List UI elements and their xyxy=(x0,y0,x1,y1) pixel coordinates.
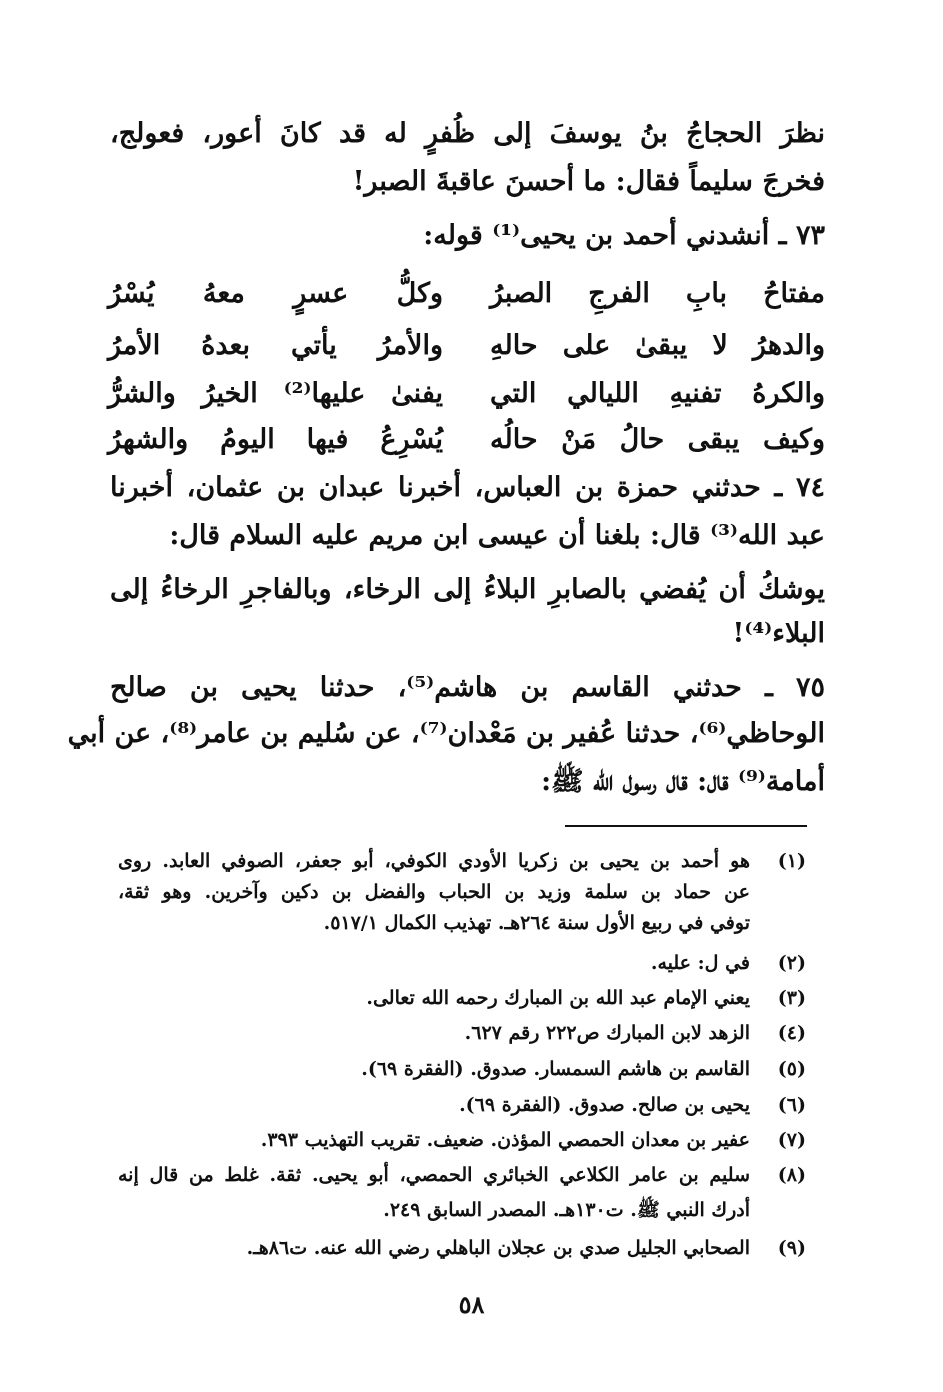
item-74-text: ـ حدثني حمزة بن العباس، أخبرنا عبدان بن عثمان، أخبرنا xyxy=(110,472,783,503)
footnote-3-number: (٣) xyxy=(777,987,806,1009)
footnote-7-number: (٧) xyxy=(777,1129,806,1151)
verse-2-second-hemistich: والأمرُ يأتي بعدهُ الأمرُ xyxy=(108,330,443,361)
verse-1-second-hemistich: وكلُّ عسرٍ معهُ يُسْرُ xyxy=(108,278,443,309)
item-75-line-3: أمامة⁽⁹⁾ قال: قال رسول الله ﷺ: xyxy=(541,766,825,797)
footnote-6-number: (٦) xyxy=(777,1094,806,1116)
item-74-line-1 xyxy=(110,472,825,503)
footnote-5-number: (٥) xyxy=(777,1058,806,1080)
footnote-5-text: القاسم بن هاشم السمسار. صدوق. (الفقرة ٦٩). xyxy=(361,1058,750,1080)
verse-2-first-hemistich: والدهرُ لا يبقىٰ على حالهِ xyxy=(490,330,825,361)
footnote-9-number: (٩) xyxy=(777,1237,806,1259)
quote-line-2: البلاء⁽⁴⁾! xyxy=(732,618,825,649)
footnote-4-number: (٤) xyxy=(777,1022,806,1044)
verse-4-second-hemistich: يُسْرِعُ فيها اليومُ والشهرُ xyxy=(108,424,443,455)
footnote-9-text: الصحابي الجليل صدي بن عجلان الباهلي رضي الله عنه. ت٨٦هـ. xyxy=(246,1237,750,1259)
item-75-line-2: الوحاظي⁽⁶⁾، حدثنا عُفير بن مَعْدان⁽⁷⁾، عن سُليم بن عامر⁽⁸⁾، عن أبي xyxy=(67,718,825,749)
footnote-divider xyxy=(565,825,807,827)
intro-line-1: نظرَ الحجاجُ بنُ يوسفَ إلى ظُفرٍ له قد كانَ أعور، فعولج، xyxy=(110,118,825,149)
item-75-text: ـ حدثني القاسم بن هاشم⁽⁵⁾، حدثنا يحيى بن صالح xyxy=(110,672,773,703)
footnote-8-number: (٨) xyxy=(777,1164,806,1186)
intro-line-2: فخرجَ سليماً فقال: ما أحسنَ عاقبةَ الصبر! xyxy=(352,166,825,197)
footnote-2-text: في ل: عليه. xyxy=(650,952,750,974)
footnote-8-line-2: أدرك النبي ﷺ. ت١٣٠هـ. المصدر السابق ٢٤٩. xyxy=(383,1199,750,1221)
item-73-number: ٧٣ xyxy=(795,220,825,251)
footnote-1-line-2: عن حماد بن سلمة وزيد بن الحباب والفضل بن دكين وآخرين. وهو ثقة، xyxy=(118,881,750,903)
footnote-4-text: الزهد لابن المبارك ص٢٢٢ رقم ٦٢٧. xyxy=(464,1022,750,1044)
footnote-1-number: (١) xyxy=(777,850,806,872)
item-74-number: ٧٤ xyxy=(795,472,825,503)
verse-3-first-hemistich: والكرهُ تفنيهِ الليالي التي xyxy=(490,378,825,409)
verse-4-first-hemistich: وكيف يبقى حالُ مَنْ حالُه xyxy=(490,424,825,455)
quote-line-1: يوشكُ أن يُفضي بالصابرِ البلاءُ إلى الرخاء، وبالفاجرِ الرخاءُ إلى xyxy=(110,574,825,605)
verse-3-second-hemistich: يفنىٰ عليها⁽²⁾ الخيرُ والشرُّ xyxy=(108,378,443,409)
footnote-1-line-1: هو أحمد بن يحيى بن زكريا الأودي الكوفي، أبو جعفر، الصوفي العابد. روى xyxy=(118,850,750,872)
footnote-3-text: يعني الإمام عبد الله بن المبارك رحمه الله تعالى. xyxy=(366,987,750,1009)
footnote-2-number: (٢) xyxy=(777,952,806,974)
footnote-7-text: عفير بن معدان الحمصي المؤذن. ضعيف. تقريب التهذيب ٣٩٣. xyxy=(260,1129,750,1151)
footnote-1-line-3: توفي في ربيع الأول سنة ٢٦٤هـ. تهذيب الكمال ٥١٧/١. xyxy=(323,912,750,934)
item-75-number: ٧٥ xyxy=(795,672,825,703)
item-75-line-1 xyxy=(110,672,825,703)
item-73 xyxy=(423,220,825,251)
page-number: ٥٨ xyxy=(458,1290,485,1319)
footnote-6-text: يحيى بن صالح. صدوق. (الفقرة ٦٩). xyxy=(459,1094,750,1116)
item-74-line-2: عبد الله⁽³⁾ قال: بلغنا أن عيسى ابن مريم عليه السلام قال: xyxy=(169,520,825,551)
verse-1-first-hemistich: مفتاحُ بابِ الفرجِ الصبرُ xyxy=(490,278,825,309)
footnote-8-line-1: سليم بن عامر الكلاعي الخبائري الحمصي، أبو يحيى. ثقة. غلط من قال إنه xyxy=(118,1164,750,1186)
item-73-text: ـ أنشدني أحمد بن يحيى⁽¹⁾ قوله: xyxy=(423,220,787,251)
